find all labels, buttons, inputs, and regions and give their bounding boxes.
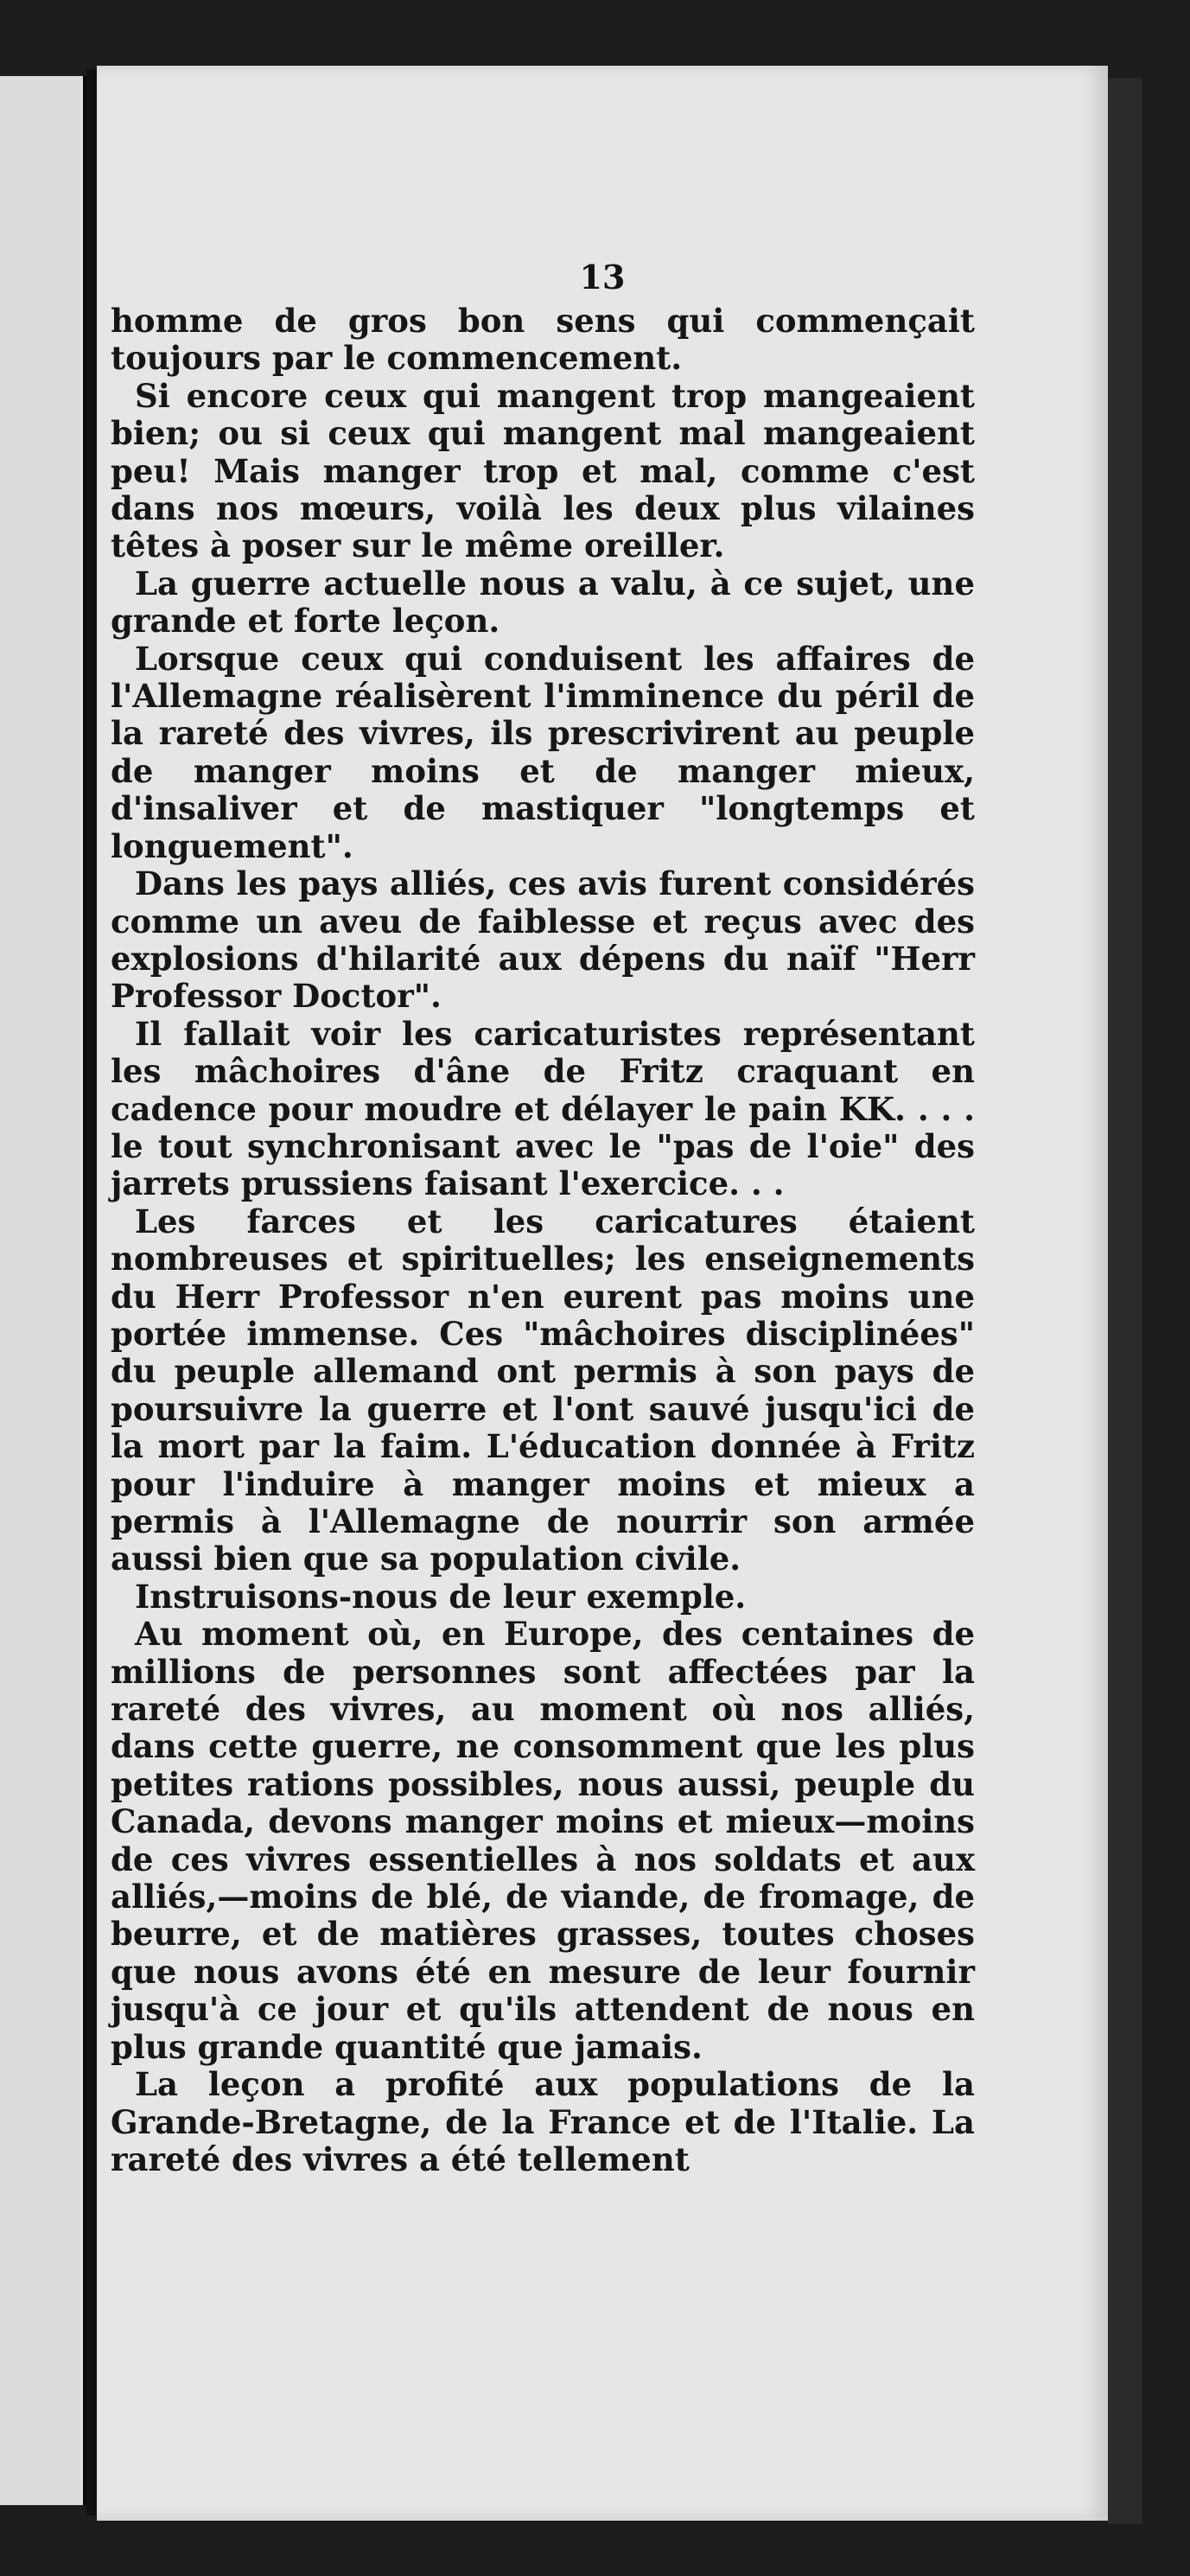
paragraph: Si encore ceux qui mangent trop mangeaient bien; ou si ceux qui mangent mal mangeaient peu! Mais manger trop et mal, comme c'est dans nos mœurs, voilà les deux plus vilaines têtes à poser sur le même oreiller. [111,376,975,565]
paragraph: Dans les pays alliés, ces avis furent considérés comme un aveu de faiblesse et reçus avec des explosions d'hilarité aux dépens du naïf "Herr Professor Doctor". [111,864,975,1016]
paragraph: Au moment où, en Europe, des centaines de millions de personnes sont affectées par la rareté des vivres, au moment où nos alliés, dans cette guerre, ne consomment que les plus petites rations possibles, nous aussi, peuple du Canada, devons manger moins et mieux—moins de ces vivres essentielles à nos soldats et aux alliés,—moins de blé, de viande, de fromage, de beurre, et de matières grasses, toutes choses que nous avons été en mesure de leur fournir jusqu'à ce jour et qu'ils attendent de nous en plus grande quantité que jamais. [111,1615,975,2066]
paragraph: Instruisons-nous de leur exemple. [135,1577,747,1616]
paragraph: Il fallait voir les caricaturistes représentant les mâchoires d'âne de Fritz craquant en cadence pour moudre et délayer le pain KK. . . . le tout synchronisant avec le "pas de l'oie" des jarrets prussiens faisant l'exercice. . . [111,1014,975,1203]
previous-page-edge [0,76,86,2505]
book-gutter [86,69,97,2515]
paragraph: Les farces et les caricatures étaient nombreuses et spirituelles; les enseignements du Herr Professor n'en eurent pas moins une portée immense. Ces "mâchoires disciplinées" du peuple allemand ont permis à son pays de poursuivre la guerre et l'ont sauvé jusqu'ici de la mort par la faim. L'éducation donnée à Fritz pour l'induire à manger moins et mieux a permis à l'Allemagne de nourrir son armée aussi bien que sa population civile. [111,1202,975,1578]
page-number: 13 [579,258,626,296]
paragraph: La leçon a profité aux populations de la Grande-Bretagne, de la France et de l'Italie. La rareté des vivres a été tellement [111,2065,975,2178]
paragraph: homme de gros bon sens qui commençait toujours par le commencement. [111,302,975,378]
paragraph: Lorsque ceux qui conduisent les affaires de l'Allemagne réalisèrent l'imminence du péril de la rareté des vivres, ils prescrivirent au peuple de manger moins et de manger mieux, d'insaliver et de mastiquer "longtemps et longuement". [111,639,975,865]
paragraph: La guerre actuelle nous a valu, à ce sujet, une grande et forte leçon. [111,564,975,641]
page-shadow-edge [1108,78,1142,2524]
page-text [111,303,975,2178]
